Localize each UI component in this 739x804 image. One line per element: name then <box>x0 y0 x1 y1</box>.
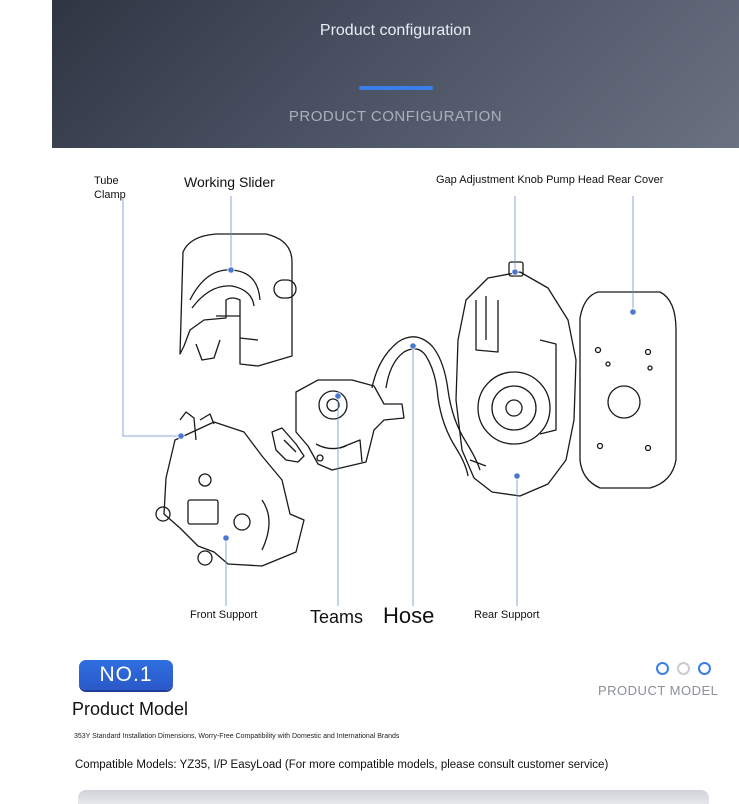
dot-icon[interactable] <box>698 662 711 675</box>
label-gap-adjustment: Gap Adjustment Knob Pump Head Rear Cover <box>436 174 664 186</box>
leader-tube-clamp <box>123 198 181 436</box>
marker-working-slider <box>228 267 234 273</box>
label-rear-support: Rear Support <box>474 609 540 621</box>
section-description: 353Y Standard Installation Dimensions, Worry-Free Compatibility with Domestic and International Brands <box>74 733 400 740</box>
label-tube-clamp-line1: Tube <box>94 175 119 187</box>
label-tube-clamp <box>94 174 126 202</box>
marker-rear-cover <box>630 309 636 315</box>
product-model-label: PRODUCT MODEL <box>598 683 719 698</box>
dot-icon[interactable] <box>656 662 669 675</box>
dot-icon[interactable] <box>677 662 690 675</box>
marker-rear-support <box>514 473 520 479</box>
label-tube-clamp-line2: Clamp <box>94 189 126 201</box>
marker-tube-clamp <box>178 433 184 439</box>
marker-hose <box>410 343 416 349</box>
marker-front-support <box>223 535 229 541</box>
small-clip-part <box>272 428 304 462</box>
teams-part <box>296 380 404 470</box>
rear-cover-part <box>580 292 676 488</box>
section-heading: Product Model <box>72 699 189 719</box>
label-hose: Hose <box>383 603 435 628</box>
bottom-panel <box>78 790 709 804</box>
no1-badge: NO.1 <box>79 660 173 690</box>
banner-title: Product configuration <box>319 22 472 39</box>
working-slider-part <box>180 234 296 366</box>
label-teams: Teams <box>310 607 364 627</box>
marker-teams <box>335 393 341 399</box>
rear-support-part <box>456 262 576 496</box>
marker-gap-knob <box>512 269 518 275</box>
compatible-models-text: Compatible Models: YZ35, I/P EasyLoad (For more compatible models, please consult customer service) <box>75 759 609 771</box>
label-front-support: Front Support <box>190 609 258 621</box>
label-working-slider: Working Slider <box>184 174 275 190</box>
banner-subtitle: PRODUCT CONFIGURATION <box>288 108 503 125</box>
